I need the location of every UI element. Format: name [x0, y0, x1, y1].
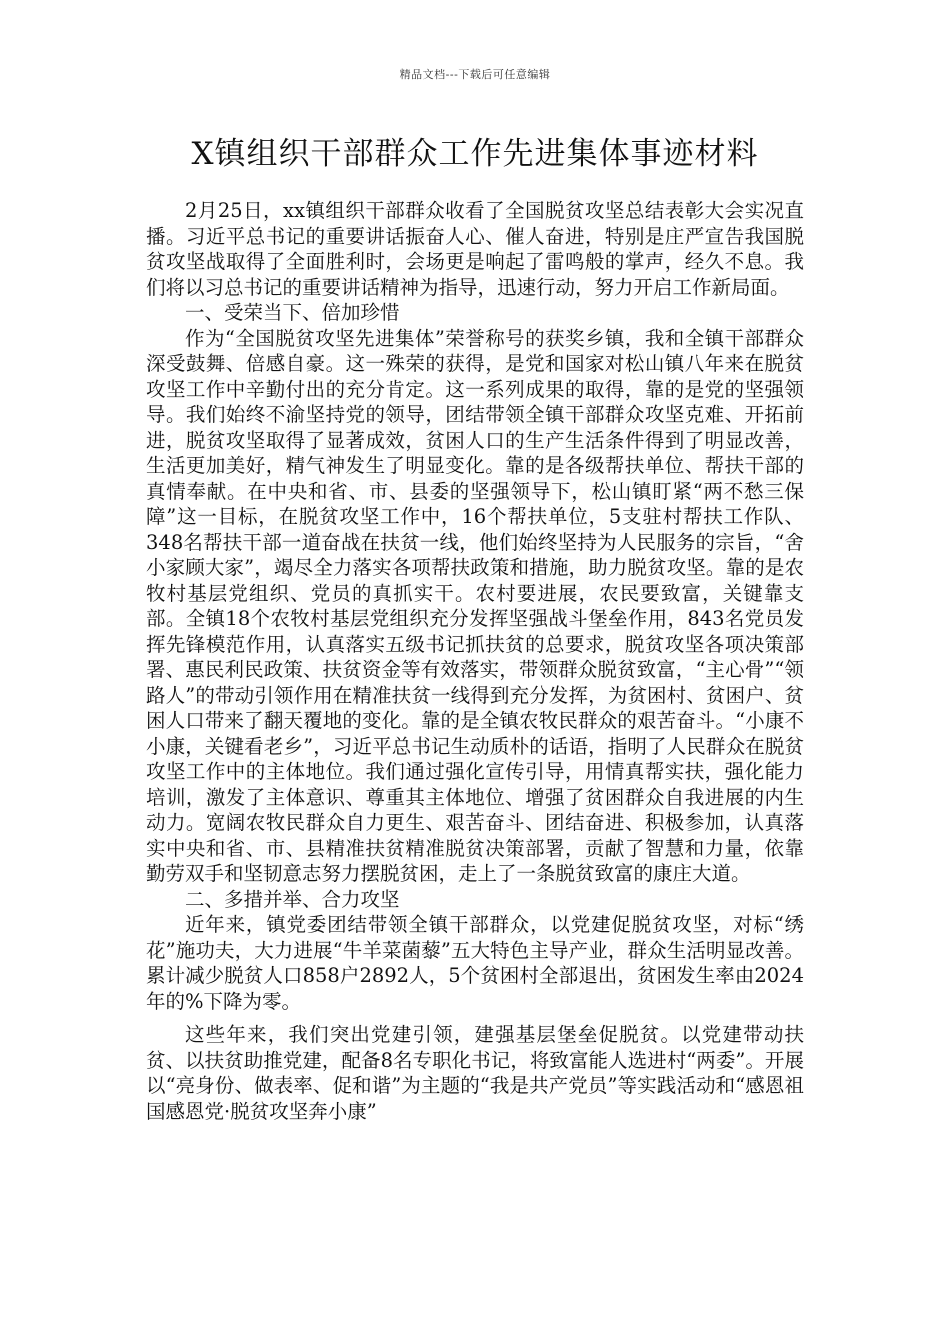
section-heading-1: 一、受荣当下、倍加珍惜	[185, 301, 400, 324]
paragraph-intro: 2月25日，xx镇组织干部群众收看了全国脱贫攻坚总结表彰大会实况直播。习近平总书记的重要讲话振奋人心、催人奋进，特别是庄严宣告我国脱贫攻坚战取得了全面胜利时，会场更是响起了雷鸣般的掌声，经久不息。我们将以习总书记的重要讲话精神为指导，迅速行动，努力开启工作新局面。	[146, 199, 804, 299]
paragraph-section-2a: 近年来，镇党委团结带领全镇干部群众，以党建促脱贫攻坚，对标“绣花”施功夫，大力进展“牛羊菜菌藜”五大特色主导产业，群众生活明显改善。累计减少脱贫人口858户2892人，5个贫困村全部退出，贫困发生率由2024年的%下降为零。	[146, 913, 804, 1013]
paragraph-section-2b: 这些年来，我们突出党建引领，建强基层堡垒促脱贫。以党建带动扶贫、以扶贫助推党建，配备8名专职化书记，将致富能人选进村“两委”。开展以“亮身份、做表率、促和谐”为主题的“我是共产党员”等实践活动和“感恩祖国感恩党·脱贫攻坚奔小康”	[146, 1023, 804, 1123]
paragraph-section-1: 作为“全国脱贫攻坚先进集体”荣誉称号的获奖乡镇，我和全镇干部群众深受鼓舞、倍感自豪。这一殊荣的获得，是党和国家对松山镇八年来在脱贫攻坚工作中辛勤付出的充分肯定。这一系列成果的取得，靠的是党的坚强领导。我们始终不渝坚持党的领导，团结带领全镇干部群众攻坚克难、开拓前进，脱贫攻坚取得了显著成效，贫困人口的生产生活条件得到了明显改善，生活更加美好，精气神发生了明显变化。靠的是各级帮扶单位、帮扶干部的真情奉献。在中央和省、市、县委的坚强领导下，松山镇盯紧“两不愁三保障”这一目标，在脱贫攻坚工作中，16个帮扶单位，5支驻村帮扶工作队、348名帮扶干部一道奋战在扶贫一线，他们始终坚持为人民服务的宗旨，“舍小家顾大家”，竭尽全力落实各项帮扶政策和措施，助力脱贫攻坚。靠的是农牧村基层党组织、党员的真抓实干。农村要进展，农民要致富，关键靠支部。全镇18个农牧村基层党组织充分发挥坚强战斗堡垒作用，843名党员发挥先锋模范作用，认真落实五级书记抓扶贫的总要求，脱贫攻坚各项决策部署、惠民利民政策、扶贫资金等有效落实，带领群众脱贫致富，“主心骨”“领路人”的带动引领作用在精准扶贫一线得到充分发挥，为贫困村、贫困户、贫困人口带来了翻天覆地的变化。靠的是全镇农牧民群众的艰苦奋斗。“小康不小康，关键看老乡”，习近平总书记生动质朴的话语，指明了人民群众在脱贫攻坚工作中的主体地位。我们通过强化宣传引导，用情真帮实扶，强化能力培训，激发了主体意识、尊重其主体地位、增强了贫困群众自我进展的内生动力。宽阔农牧民群众自力更生、艰苦奋斗、团结奋进、积极参加，认真落实中央和省、市、县精准扶贫精准脱贫决策部署，贡献了智慧和力量，依靠勤劳双手和坚韧意志努力摆脱贫困，走上了一条脱贫致富的康庄大道。	[146, 326, 804, 885]
document-body	[146, 198, 804, 1124]
section-heading-2: 二、多措并举、合力攻坚	[185, 887, 400, 911]
header-note: 精品文档---下载后可任意编辑	[399, 68, 551, 81]
document-title: X镇组织干部群众工作先进集体事迹材料	[191, 136, 759, 172]
